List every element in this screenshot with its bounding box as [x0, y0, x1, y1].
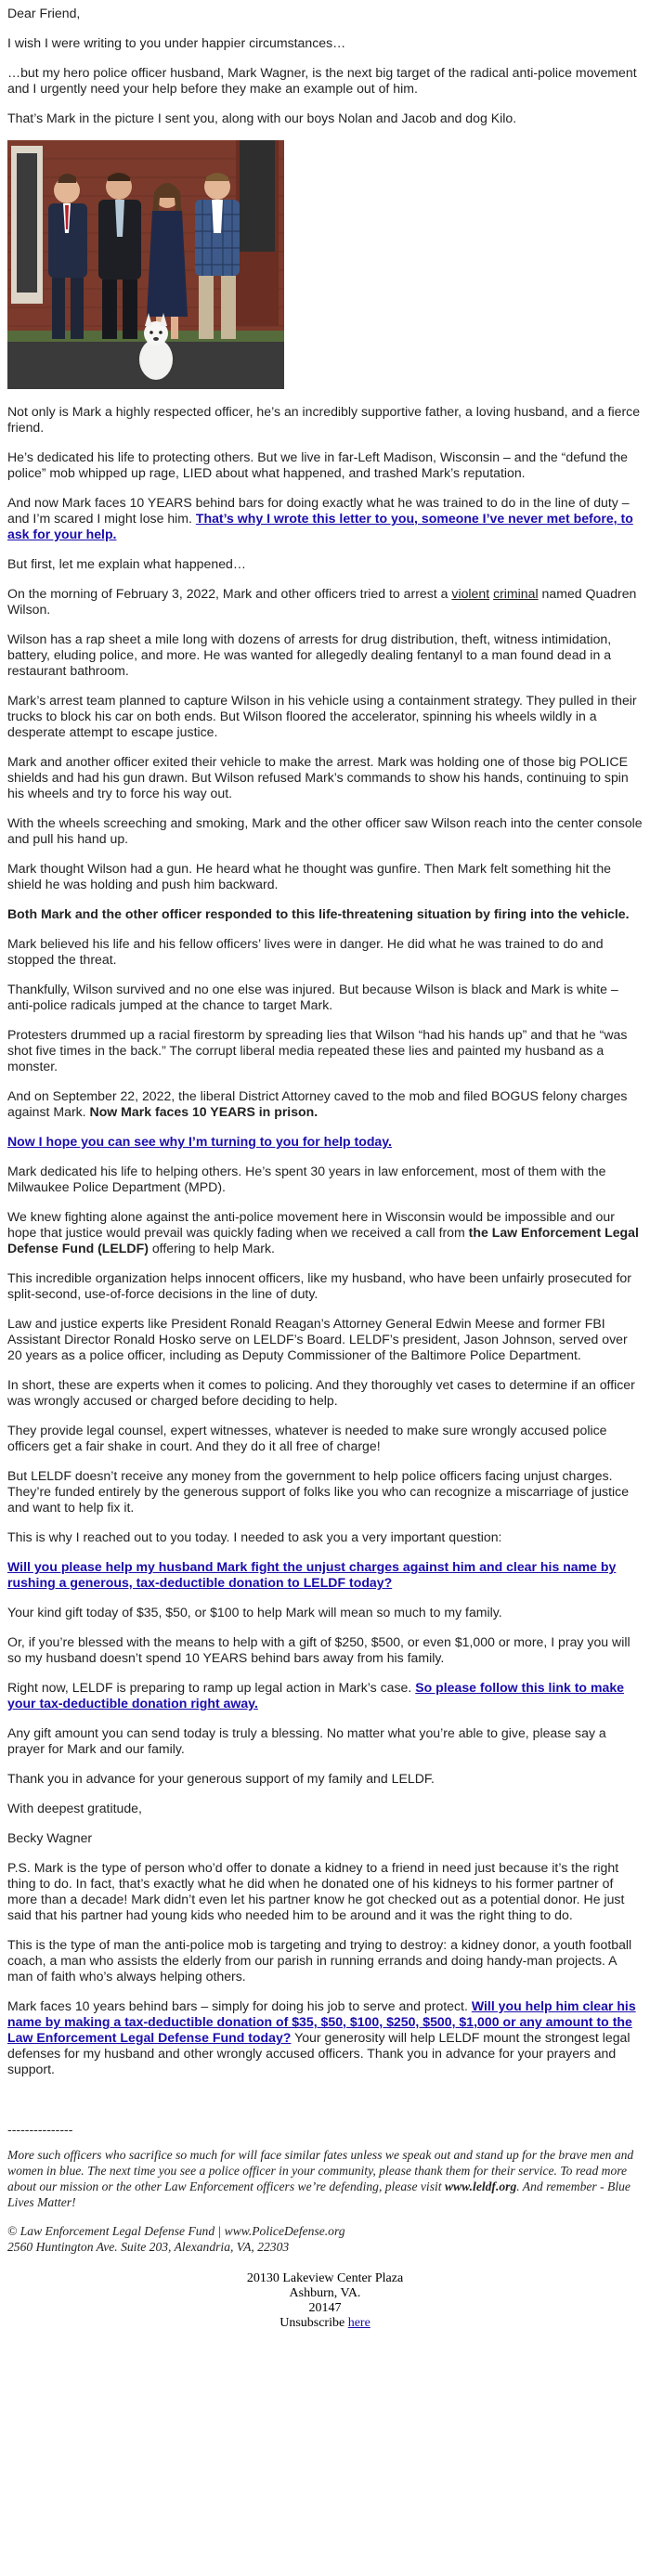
unsubscribe-link[interactable]: here [347, 2316, 370, 2330]
footer-message-end: . And remember - Blue Lives Matter! [7, 2179, 630, 2209]
leldf-call-end: offering to help Mark. [148, 1241, 275, 1255]
responded-bold: Both Mark and the other officer responded to this life-threatening situation by firing into the vehicle. [7, 906, 630, 921]
paragraph-arrest [7, 586, 643, 618]
paragraph-dedicated: Mark dedicated his life to helping others. He’s spent 30 years in law enforcement, most of them with the Milwaukee Police Department (MPD). [7, 1164, 606, 1194]
paragraph-ask [7, 1559, 643, 1591]
paragraph-gun: Mark thought Wilson had a gun. He heard what he thought was gunfire. Then Mark felt something hit the shield he was holding and push him backward. [7, 861, 611, 891]
paragraph-believed: Mark believed his life and his fellow officers’ lives were in danger. He did what he was trained to do and stopped the threat. [7, 936, 604, 967]
footer-message [7, 2147, 643, 2210]
paragraph-experts: In short, these are experts when it comes to policing. And they thoroughly vet cases to determine if an officer was wrongly accused or charged before deciding to help. [7, 1377, 635, 1408]
mailing-address [7, 2271, 643, 2331]
violent-underlined: violent [451, 586, 490, 601]
greeting: Dear Friend, [7, 6, 81, 20]
footer-org [7, 2223, 643, 2255]
sign-off: With deepest gratitude, [7, 1801, 142, 1815]
paragraph-explain: But first, let me explain what happened… [7, 556, 246, 571]
unsubscribe-text: Unsubscribe [280, 2316, 348, 2330]
paragraph-gift-amounts: Your kind gift today of $35, $50, or $100 to help Mark will mean so much to my family. [7, 1605, 502, 1620]
paragraph-larger-gift: Or, if you’re blessed with the means to help with a gift of $250, $500, or even $1,000 or more, I pray you will so my husband doesn’t spend 10 YEARS behind bars away from his family. [7, 1634, 630, 1665]
charges-text: And on September 22, 2022, the liberal District Attorney caved to the mob and filed BOGUS felony charges against Mark. [7, 1088, 628, 1119]
paragraph-blessing: Any gift amount you can send today is truly a blessing. No matter what you’re able to give, please say a prayer for Mark and our family. [7, 1725, 606, 1756]
donation-link[interactable]: So please follow this link to make your tax-deductible donation right away. [7, 1680, 624, 1711]
footer-org-address: 2560 Huntington Ave. Suite 203, Alexandria, VA, 22303 [7, 2240, 290, 2254]
paragraph-thanks: Thank you in advance for your generous support of my family and LELDF. [7, 1771, 435, 1786]
prison-bold: Now Mark faces 10 YEARS in prison. [89, 1104, 318, 1119]
final-ask-text: Mark faces 10 years behind bars – simply for doing his job to serve and protect. [7, 1998, 472, 2013]
paragraph-type-of-man: This is the type of man the anti-police mob is targeting and trying to destroy: a kidney donor, a youth football coach, a man who assists the elderly from our parish in running errands and doing handy-man projects. A man of faith who’s always helping others. [7, 1937, 632, 1984]
paragraph-funding: But LELDF doesn’t receive any money from the government to help police officers facing unjust charges. They’re funded entirely by the generous support of folks like you who can recognize a miscarriage of justice and want to help fix it. [7, 1468, 630, 1515]
paragraph-husband: …but my hero police officer husband, Mark Wagner, is the next big target of the radical anti-police movement and I urgently need your help before they make an example out of him. [7, 65, 637, 96]
paragraph-survived: Thankfully, Wilson survived and no one else was injured. But because Wilson is black and Mark is white – anti-police radicals jumped at the chance to target Mark. [7, 982, 618, 1012]
footer-message-text: More such officers who sacrifice so much for will face similar fates unless we speak out and stand up for the brave men and women in blue. The next time you see a police officer in your community, please thank them for their service. To read more about our mission or the other Law Enforcement officers we’re defending, please visit [7, 2148, 634, 2193]
paragraph-madison: He’s dedicated his life to protecting others. But we live in far-Left Madison, Wisconsin – and the “defund the police” mob whipped up rage, LIED about what happened, and trashed Mark’s reputation. [7, 449, 628, 480]
leldf-name-bold: the Law Enforcement Legal Defense Fund (LELDF) [7, 1225, 639, 1255]
footer-separator: --------------- [7, 2122, 73, 2137]
final-ask-end: Your generosity will help LELDF mount the strongest legal defenses for my husband and other wrongly accused officers. Thank you in advance for your prayers and support. [7, 2030, 630, 2076]
paragraph-question: This is why I reached out to you today. I needed to ask you a very important question: [7, 1529, 502, 1544]
paragraph-organization: This incredible organization helps innocent officers, like my husband, who have been unfairly prosecuted for split-second, use-of-force decisions in the line of duty. [7, 1270, 631, 1301]
paragraph-ps: P.S. Mark is the type of person who’d offer to donate a kidney to a friend in need just because it’s the right thing to do. In fact, that’s exactly what he did when he donated one of his kidneys to his former partner of more than a decade! Mark didn’t even let his partner know he got checked out as a potential donor. He just said that his partner had young kids who needed him to be around and it was the right thing to do. [7, 1860, 625, 1922]
paragraph-wheels: With the wheels screeching and smoking, Mark and the other officer saw Wilson reach into the center console and pull his hand up. [7, 815, 643, 846]
paragraph-legal-action [7, 1680, 643, 1711]
paragraph-ten-years [7, 495, 643, 542]
criminal-underlined: criminal [493, 586, 539, 601]
family-photo [7, 140, 643, 393]
paragraph-picture: That’s Mark in the picture I sent you, along with our boys Nolan and Jacob and dog Kilo. [7, 111, 517, 125]
leldf-call-text: We knew fighting alone against the anti-police movement here in Wisconsin would be impossible and our hope that justice would prevail was quickly fading when we received a call from [7, 1209, 615, 1240]
paragraph-leldf-call [7, 1209, 643, 1256]
paragraph-responded [7, 906, 643, 922]
paragraph-intro: I wish I were writing to you under happier circumstances… [7, 35, 346, 50]
arrest-text-end: named Quadren Wilson. [7, 586, 637, 617]
signature: Becky Wagner [7, 1830, 93, 1845]
donate-question-link[interactable]: Will you please help my husband Mark fight the unjust charges against him and clear his name by rushing a generous, tax-deductible donation to LELDF today? [7, 1559, 617, 1590]
footer-copyright: © Law Enforcement Legal Defense Fund | www.PoliceDefense.org [7, 2224, 345, 2238]
ten-years-text: And now Mark faces 10 YEARS behind bars for doing exactly what he was trained to do in the line of duty – and I’m scared I might lose him. [7, 495, 630, 526]
unsubscribe-line [7, 2316, 643, 2331]
paragraph-charges [7, 1088, 643, 1120]
ask-for-help-link[interactable]: That’s why I wrote this letter to you, someone I’ve never met before, to ask for your help. [7, 511, 633, 541]
address-street: 20130 Lakeview Center Plaza [246, 2271, 404, 2285]
paragraph-turning [7, 1134, 643, 1150]
legal-action-text: Right now, LELDF is preparing to ramp up legal action in Mark’s case. [7, 1680, 416, 1695]
footer-website[interactable]: www.leldf.org [444, 2179, 517, 2193]
paragraph-final-ask [7, 1998, 643, 2077]
turning-to-you-link[interactable]: Now I hope you can see why I’m turning to you for help today. [7, 1134, 392, 1149]
paragraph-father: Not only is Mark a highly respected officer, he’s an incredibly supportive father, a loving husband, and a fierce friend. [7, 404, 641, 435]
final-donate-link[interactable]: Will you help him clear his name by making a tax-deductible donation of $35, $50, $100, $250, $500, $1,000 or any amount to the Law Enforcement Legal Defense Fund today? [7, 1998, 636, 2045]
arrest-text: On the morning of February 3, 2022, Mark and other officers tried to arrest a [7, 586, 452, 601]
paragraph-rap-sheet: Wilson has a rap sheet a mile long with dozens of arrests for drug distribution, theft, witness intimidation, battery, eluding police, and more. He was wanted for allegedly dealing fentanyl to a man found dead in a restaurant bathroom. [7, 631, 612, 678]
address-zip: 20147 [308, 2301, 342, 2315]
family-photo-image [7, 140, 284, 389]
address-city: Ashburn, VA. [289, 2286, 361, 2300]
paragraph-protesters: Protesters drummed up a racial firestorm by spreading lies that Wilson “had his hands up” and that he “was shot five times in the back.” The corrupt liberal media repeated these lies and painted my husband as a monster. [7, 1027, 628, 1073]
paragraph-experts-board: Law and justice experts like President Ronald Reagan’s Attorney General Edwin Meese and former FBI Assistant Director Ronald Hosko serve on LELDF’s Board. LELDF’s president, Jason Johnson, served over 20 years as a police officer, including as Deputy Commissioner of the Baltimore Police Department. [7, 1316, 628, 1362]
paragraph-arrest-team: Mark’s arrest team planned to capture Wilson in his vehicle using a containment strategy. They pulled in their trucks to block his car on both ends. But Wilson floored the accelerator, spinning his wheels wildly in a desperate attempt to escape justice. [7, 693, 637, 739]
paragraph-legal-counsel: They provide legal counsel, expert witnesses, whatever is needed to make sure wrongly accused police officers get a fair shake in court. And they do it all free of charge! [7, 1423, 607, 1453]
paragraph-exit-vehicle: Mark and another officer exited their vehicle to make the arrest. Mark was holding one of those big POLICE shields and had his gun drawn. But Wilson refused Mark’s commands to show his hands, continuing to spin his wheels and try to force his way out. [7, 754, 629, 800]
